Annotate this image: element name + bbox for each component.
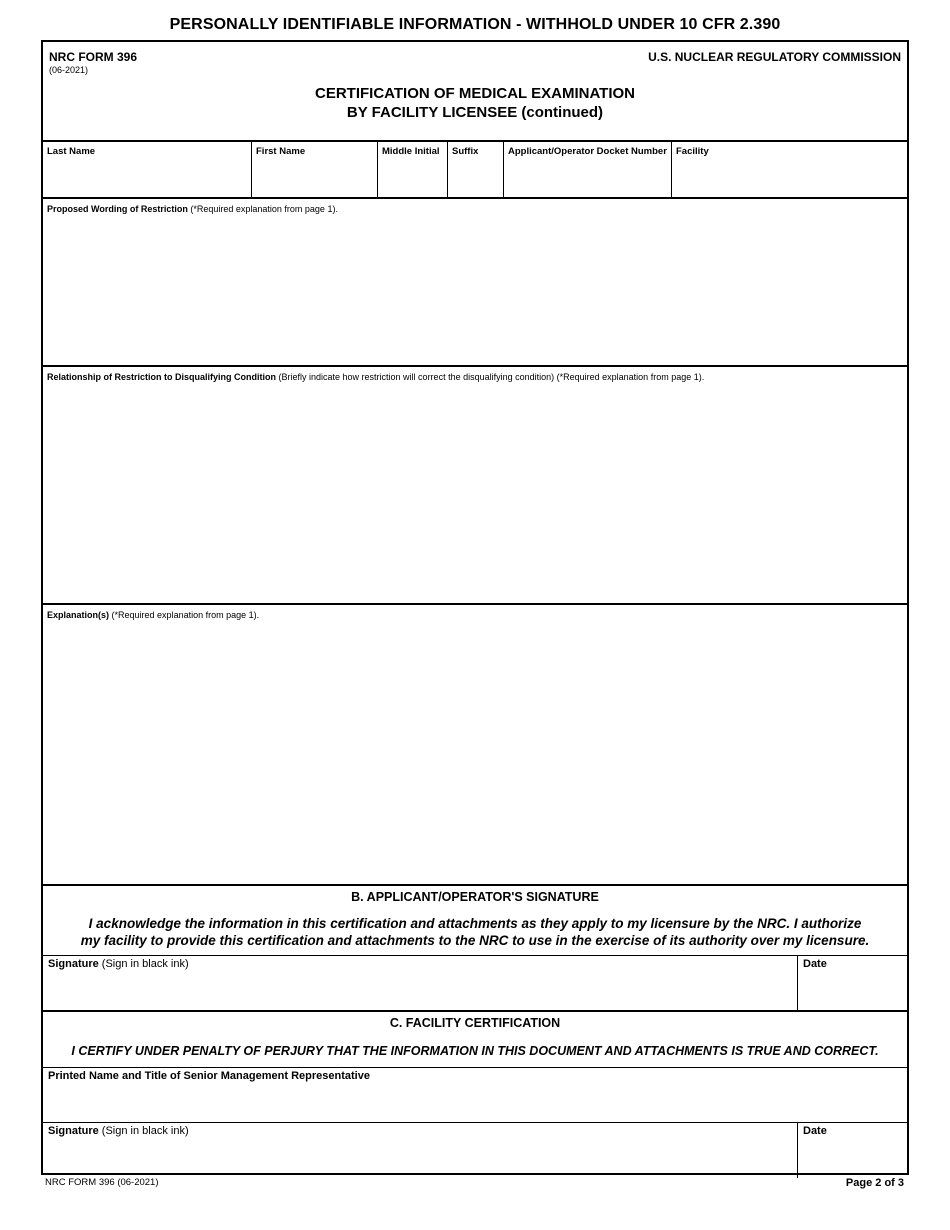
representative-name-field[interactable]: Printed Name and Title of Senior Management Representative <box>48 1070 370 1082</box>
last-name-label: Last Name <box>47 146 96 157</box>
first-name-field[interactable] <box>252 142 378 197</box>
agency-name: U.S. NUCLEAR REGULATORY COMMISSION <box>648 50 901 64</box>
form-title <box>43 84 907 122</box>
form-revision-date: (06-2021) <box>49 65 89 75</box>
restriction-wording-field[interactable] <box>43 199 907 367</box>
facility-label: Facility <box>676 146 709 157</box>
form-title-line-2: BY FACILITY LICENSEE (continued) <box>346 104 604 121</box>
form-body <box>41 40 909 1175</box>
explanations-label: Explanation(s) (*Required explanation from page 1). <box>47 610 260 620</box>
last-name-field[interactable] <box>43 142 252 197</box>
form-number: NRC FORM 396 <box>49 50 138 64</box>
facility-signature-field[interactable]: Signature (Sign in black ink) <box>43 1123 798 1178</box>
docket-number-field[interactable] <box>504 142 672 197</box>
applicant-signature-field[interactable]: Signature (Sign in black ink) <box>43 956 798 1010</box>
suffix-field[interactable] <box>448 142 504 197</box>
facility-signature-row <box>43 1122 907 1178</box>
form-header <box>43 42 907 142</box>
section-b-header <box>43 886 907 955</box>
section-b-heading: B. APPLICANT/OPERATOR'S SIGNATURE <box>351 890 599 904</box>
applicant-name-row <box>43 142 907 199</box>
restriction-wording-label: Proposed Wording of Restriction (*Required explanation from page 1). <box>47 204 338 214</box>
first-name-label: First Name <box>256 146 306 157</box>
facility-date-field[interactable]: Date <box>803 1125 827 1137</box>
form-title-line-1: CERTIFICATION OF MEDICAL EXAMINATION <box>315 85 635 102</box>
pii-banner: PERSONALLY IDENTIFIABLE INFORMATION - WITHHOLD UNDER 10 CFR 2.390 <box>169 16 781 33</box>
docket-number-label: Applicant/Operator Docket Number <box>508 146 667 157</box>
applicant-date-field[interactable]: Date <box>803 958 827 970</box>
middle-initial-label: Middle Initial <box>382 146 440 157</box>
footer-form-reference: NRC FORM 396 (06-2021) <box>45 1177 159 1188</box>
footer-page-number: Page 2 of 3 <box>845 1177 904 1189</box>
restriction-relationship-label: Relationship of Restriction to Disqualifying Condition (Briefly indicate how restriction will correct the disqualifying condition) (*Required explanation from page 1). <box>47 372 705 382</box>
facility-field[interactable] <box>672 142 907 197</box>
suffix-label: Suffix <box>452 146 479 157</box>
section-c-heading: C. FACILITY CERTIFICATION <box>389 1016 561 1030</box>
middle-initial-field[interactable] <box>378 142 448 197</box>
explanations-field[interactable] <box>43 605 907 886</box>
applicant-signature-row <box>43 955 907 1012</box>
facility-certification-statement: I CERTIFY UNDER PENALTY OF PERJURY THAT THE INFORMATION IN THIS DOCUMENT AND ATTACHMENTS IS TRUE AND CORRECT. <box>71 1044 879 1058</box>
representative-name-row <box>43 1067 907 1122</box>
applicant-acknowledgement: I acknowledge the information in this certification and attachments as they apply to my licensure by the NRC. I authorize my facility to provide this certification and attachments to the NRC to use in the exercise of its authority over my licensure. <box>80 916 870 948</box>
section-c-header <box>43 1012 907 1067</box>
restriction-relationship-field[interactable] <box>43 367 907 605</box>
